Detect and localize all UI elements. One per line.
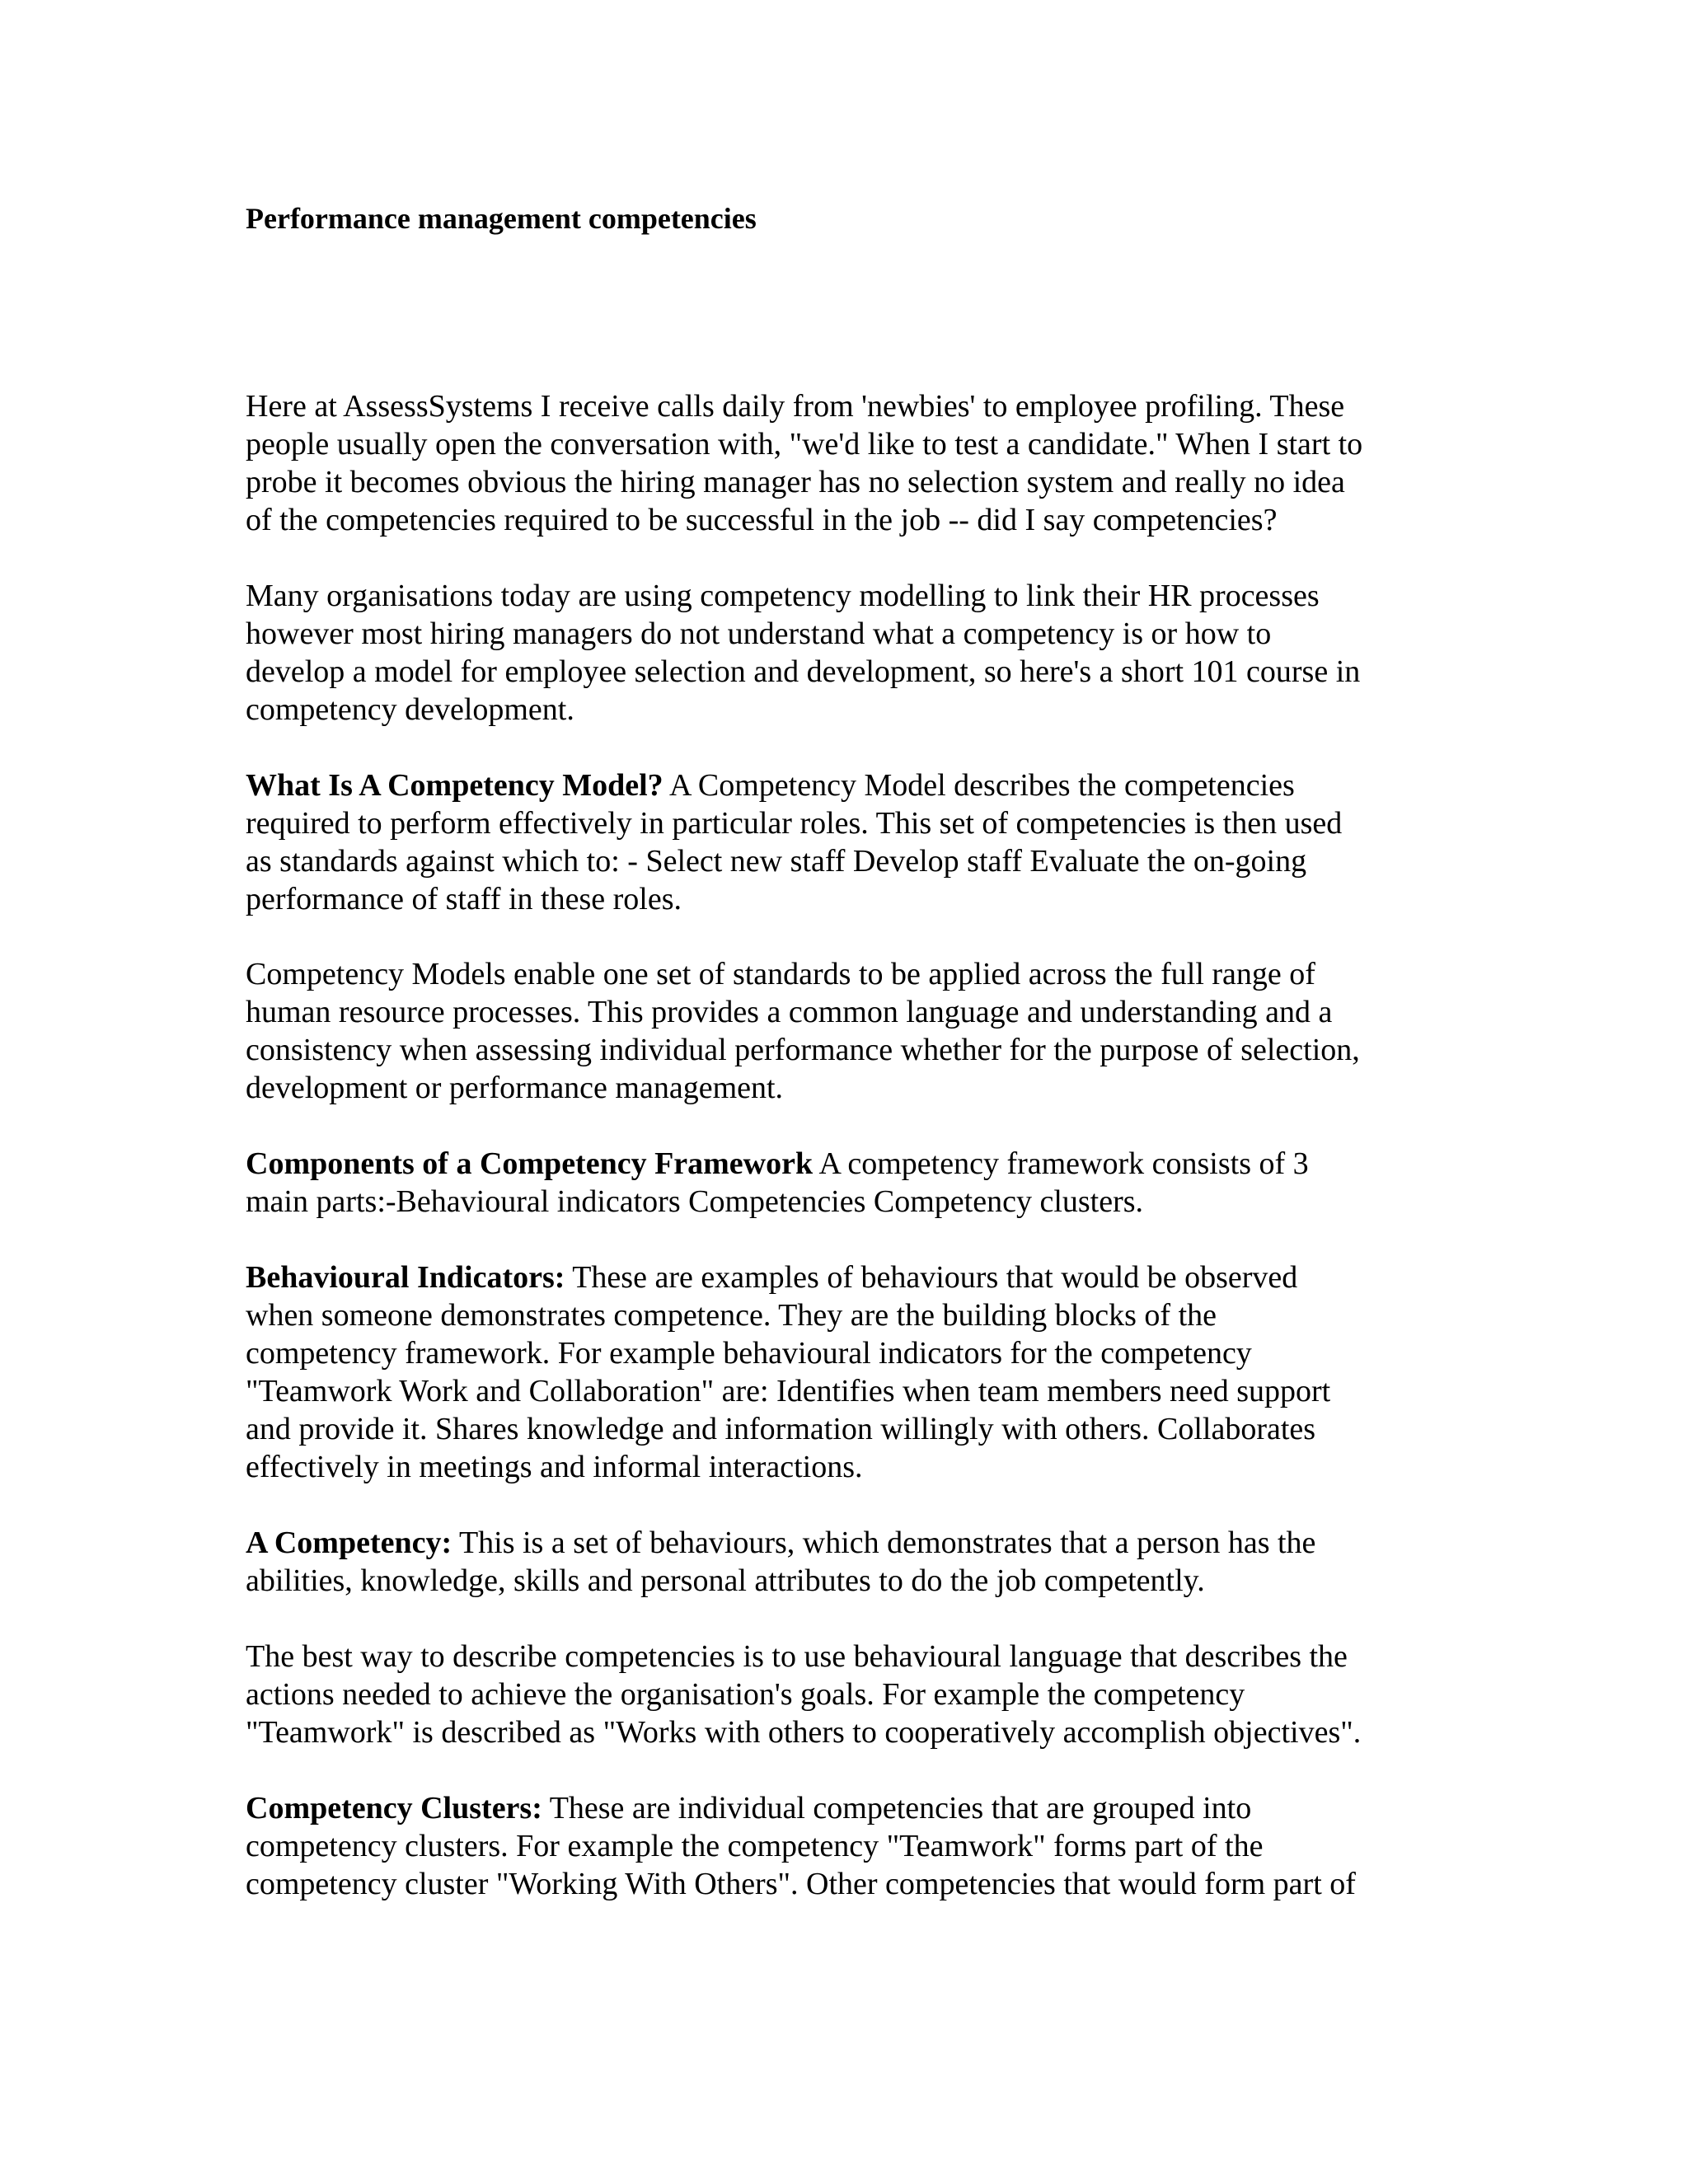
text-line: "Teamwork" is described as "Works with others to cooperatively accomplish objectives". (246, 1715, 1362, 1750)
text-line (246, 1524, 1432, 1562)
text-line: develop a model for employee selection and development, so here's a short 101 course in (246, 654, 1361, 689)
paragraph-components (246, 1145, 1432, 1221)
paragraph-a-competency (246, 1524, 1432, 1600)
paragraph-organisations (246, 577, 1432, 729)
section-heading: A Competency: (246, 1526, 452, 1560)
text-line: Here at AssessSystems I receive calls daily from 'newbies' to employee profiling. These (246, 389, 1345, 424)
text-line: performance of staff in these roles. (246, 882, 682, 916)
text-line: "Teamwork Work and Collaboration" are: Identifies when team members need support (246, 1374, 1331, 1408)
text-line: competency cluster "Working With Others". Other competencies that would form part of (246, 1867, 1356, 1901)
text-line (246, 1145, 1432, 1183)
text-line: and provide it. Shares knowledge and information willingly with others. Collaborates (246, 1412, 1316, 1446)
text-line: competency development. (246, 692, 574, 727)
section-heading: Components of a Competency Framework (246, 1146, 814, 1181)
section-heading: What Is A Competency Model? (246, 768, 663, 803)
text-run: These are examples of behaviours that would be observed (565, 1260, 1298, 1295)
text-line: however most hiring managers do not understand what a competency is or how to (246, 616, 1272, 651)
paragraph-competency-clusters (246, 1789, 1432, 1903)
text-line: Many organisations today are using competency modelling to link their HR processes (246, 579, 1320, 613)
text-line: Competency Models enable one set of standards to be applied across the full range of (246, 957, 1315, 991)
text-line: probe it becomes obvious the hiring manager has no selection system and really no idea (246, 465, 1345, 499)
text-line: people usually open the conversation with, "we'd like to test a candidate." When I start to (246, 427, 1363, 462)
text-line: The best way to describe competencies is to use behavioural language that describes the (246, 1639, 1348, 1674)
text-line: consistency when assessing individual performance whether for the purpose of selection, (246, 1033, 1360, 1067)
text-line: competency framework. For example behavioural indicators for the competency (246, 1336, 1252, 1371)
text-line: human resource processes. This provides a common language and understanding and a (246, 995, 1333, 1029)
text-line (246, 766, 1432, 804)
text-line: of the competencies required to be successful in the job -- did I say competencies? (246, 503, 1278, 537)
text-line: main parts:-Behavioural indicators Competencies Competency clusters. (246, 1184, 1144, 1219)
text-line: required to perform effectively in particular roles. This set of competencies is then used (246, 806, 1343, 841)
text-line: effectively in meetings and informal interactions. (246, 1450, 863, 1484)
text-run: These are individual competencies that are grouped into (542, 1791, 1252, 1825)
text-line: abilities, knowledge, skills and personal attributes to do the job competently. (246, 1563, 1205, 1598)
paragraph-behavioural-indicators (246, 1258, 1432, 1486)
text-line: competency clusters. For example the competency "Teamwork" forms part of the (246, 1829, 1264, 1863)
paragraph-models-enable (246, 955, 1432, 1107)
paragraph-best-way (246, 1638, 1432, 1751)
text-line (246, 1258, 1432, 1296)
text-run: A competency framework consists of 3 (813, 1146, 1309, 1181)
document-title: Performance management competencies (246, 202, 757, 235)
text-line: as standards against which to: - Select new staff Develop staff Evaluate the on-going (246, 844, 1307, 879)
text-run: A Competency Model describes the competencies (663, 768, 1295, 803)
text-line: development or performance management. (246, 1071, 784, 1105)
text-line (246, 1789, 1432, 1827)
paragraph-intro (246, 387, 1432, 539)
text-run: This is a set of behaviours, which demonstrates that a person has the (452, 1526, 1316, 1560)
text-line: when someone demonstrates competence. They are the building blocks of the (246, 1298, 1217, 1333)
section-heading: Competency Clusters: (246, 1791, 542, 1825)
text-line: actions needed to achieve the organisation's goals. For example the competency (246, 1677, 1245, 1712)
section-heading: Behavioural Indicators: (246, 1260, 565, 1295)
paragraph-competency-model (246, 766, 1432, 918)
